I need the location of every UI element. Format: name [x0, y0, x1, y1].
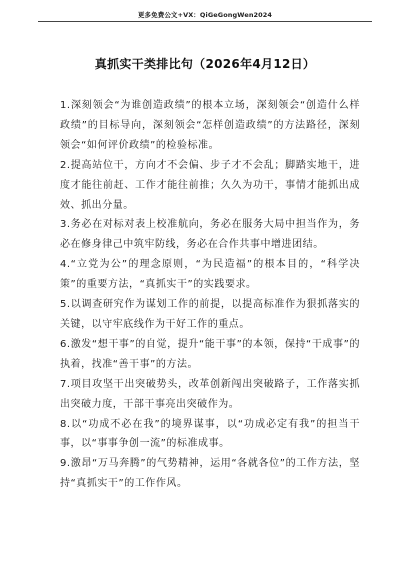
paragraph-2: 2.提高站位干，方向才不会偏、步子才不会乱；脚踏实地干，进度才能往前赶、工作才能往前推；久久为功干，事情才能抓出成效、抓出分量。 [60, 159, 360, 211]
paragraph-1: 1.深刻领会“为谁创造政绩”的根本立场，深刻领会“创造什么样政绩”的目标导向，深刻领会“怎样创造政绩”的方法路径，深刻领会“如何评价政绩”的检验标准。 [60, 100, 360, 151]
paragraph-3: 3.务必在对标对表上校准航向，务必在服务大局中担当作为，务必在修身律己中筑牢防线，务必在合作共事中增进团结。 [60, 219, 360, 251]
paragraph-7: 7.项目攻坚干出突破势头，改革创新闯出突破路子，工作落实抓出突破力度，干部干事亮出突破作为。 [60, 378, 360, 410]
document-title: 真抓实干类排比句（2026年4月12日） [94, 57, 316, 71]
paragraph-9: 9.激昂“万马奔腾”的气势精神，运用“各就各位”的工作方法，坚持“真抓实干”的工作作风。 [60, 458, 360, 490]
header-note: 更多免费公文+VX：QiGeGongWen2024 [137, 11, 273, 19]
paragraph-4: 4.“立党为公”的理念原则，“为民造福”的根本目的，“科学决策”的重要方法，“真抓实干”的实践要求。 [60, 259, 360, 291]
paragraph-5: 5.以调查研究作为谋划工作的前提，以提高标准作为狠抓落实的关键，以守牢底线作为干好工作的重点。 [60, 299, 360, 330]
paragraph-8: 8.以“功成不必在我”的境界谋事，以“功成必定有我”的担当干事，以“事事争创一流”的标准成事。 [60, 418, 360, 450]
document-body [60, 96, 360, 494]
paragraph-6: 6.激发“想干事”的自觉，提升“能干事”的本领，保持“干成事”的执着，找准“善干事”的方法。 [60, 338, 360, 370]
header-divider [38, 21, 372, 22]
